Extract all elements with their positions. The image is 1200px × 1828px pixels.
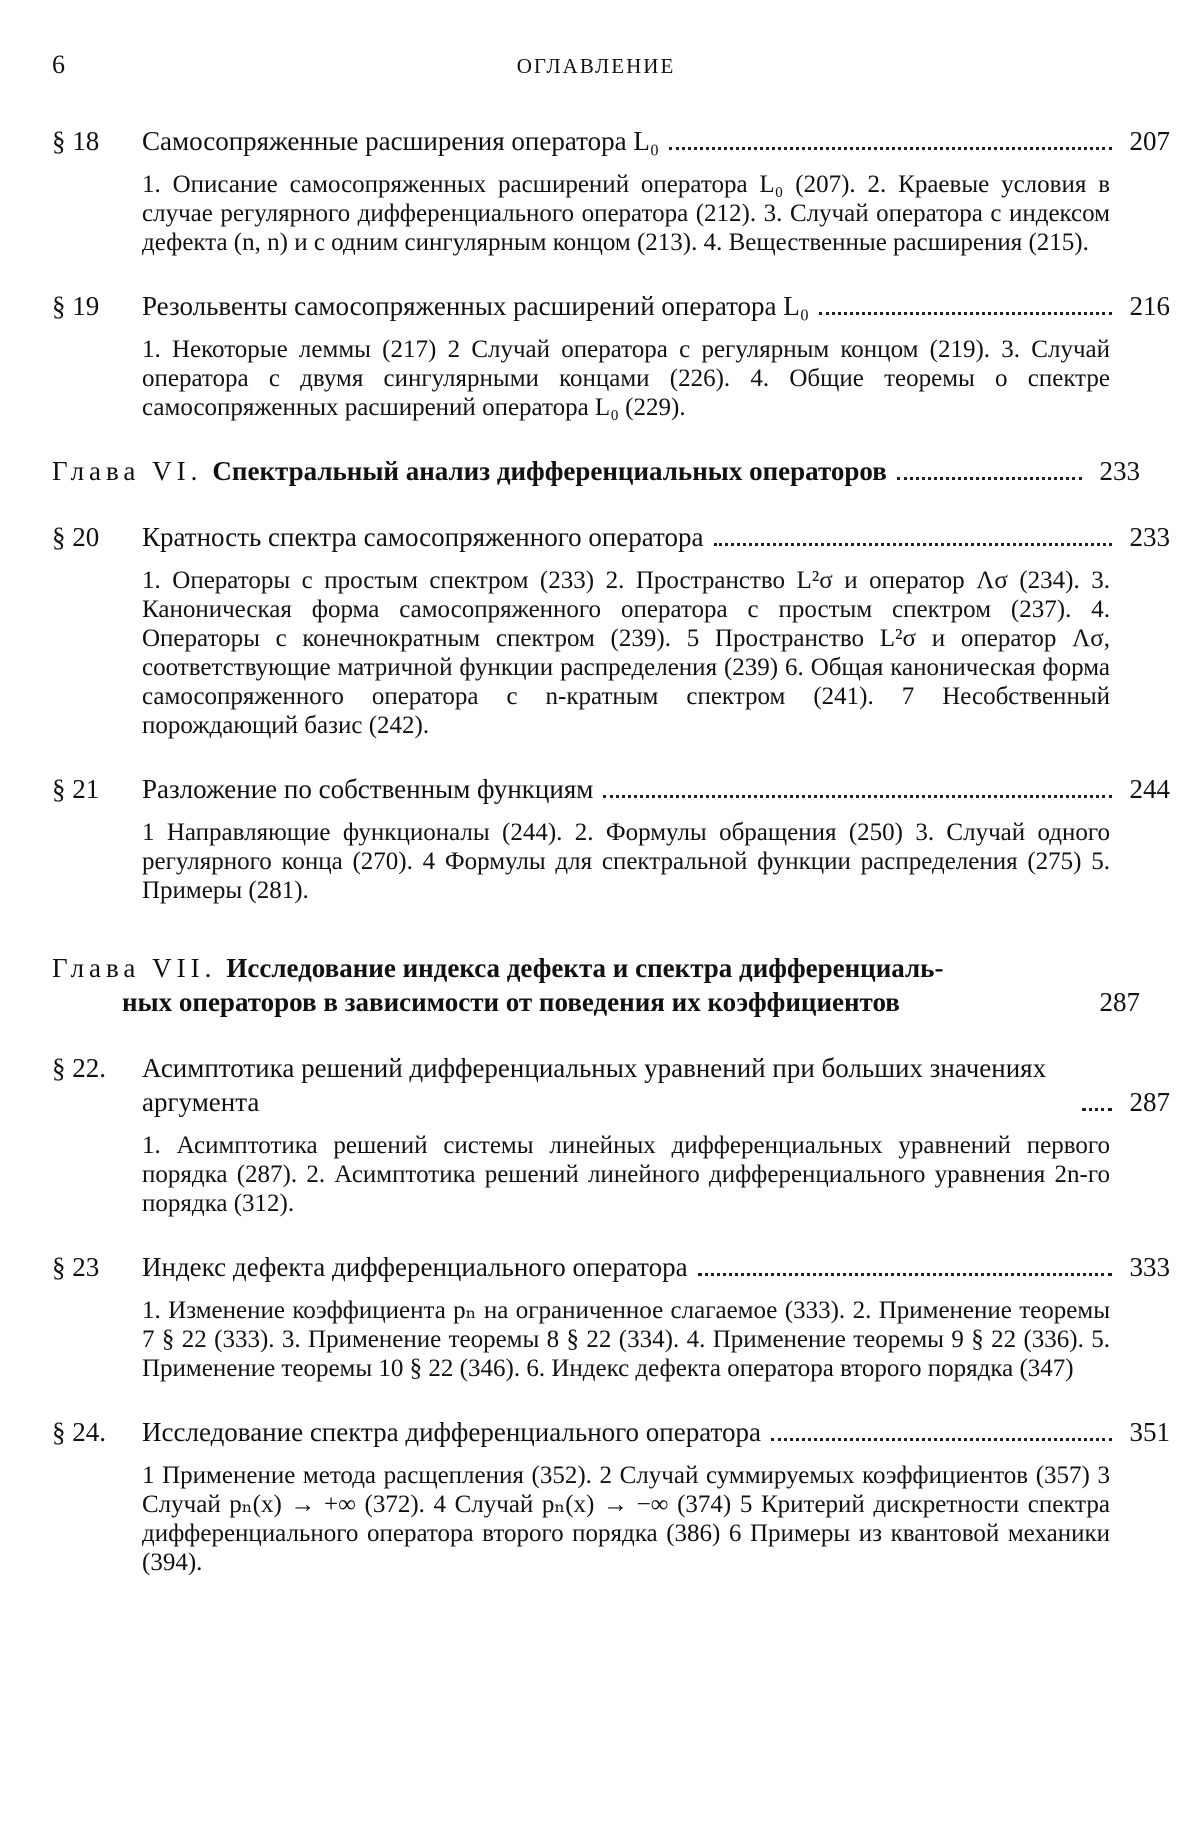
- page-title: ОГЛАВЛЕНИЕ: [516, 54, 676, 78]
- dot-leader: [603, 795, 1112, 798]
- section-contents: 1. Описание самосопряженных расширений оператора L₀ (207). 2. Краевые условия в случае регулярного дифференциального оператора (212). 3. Случай оператора с индексом дефекта (n, n) и с одним сингулярным концом (213). 4. Вещественные расширения (215).: [142, 171, 1110, 256]
- section-title: Асимптотика решений дифференциальных уравнений при больших значениях аргумента: [142, 1053, 1047, 1117]
- section-contents: 1 Направляющие функционалы (244). 2. Формулы обращения (250) 3. Случай одного регулярного конца (270). 4 Формулы для спектральной функции распределения (275) 5. Примеры (281).: [142, 819, 1110, 904]
- page-reference: 216: [1129, 291, 1170, 321]
- section-contents: 1 Применение метода расщепления (352). 2 Случай суммируемых коэффициентов (357) 3 Случай pₙ(x) → +∞ (372). 4 Случай pₙ(x) → −∞ (374) 5 Критерий дискретности спектра дифференциального оператора второго порядка (386) 6 Примеры из квантовой механики (394).: [142, 1462, 1110, 1576]
- page-reference: 233: [1129, 522, 1170, 552]
- section-number: § 23: [52, 1252, 100, 1282]
- page-header: [52, 50, 1140, 82]
- toc-entry-section-23: [52, 1250, 1170, 1383]
- page-reference: 333: [1129, 1252, 1170, 1282]
- dot-leader: [819, 312, 1112, 315]
- section-title: Индекс дефекта дифференциального оператора: [142, 1252, 688, 1282]
- toc-entry-chapter-7: [52, 951, 1140, 1019]
- page-reference: 287: [1099, 987, 1140, 1017]
- chapter-title-line-1: Исследование индекса дефекта и спектра дифференциаль-: [226, 953, 944, 983]
- toc-entry-section-22: [52, 1051, 1170, 1218]
- chapter-title-line-2: ных операторов в зависимости от поведения их коэффициентов: [122, 987, 900, 1017]
- section-title: Разложение по собственным функциям: [142, 774, 594, 804]
- section-contents: 1. Изменение коэффициента pₙ на ограниченное слагаемое (333). 2. Применение теоремы 7 § 22 (333). 3. Применение теоремы 8 § 22 (334). 4. Применение теоремы 9 § 22 (336). 5. Применение теоремы 10 § 22 (346). 6. Индекс дефекта оператора второго порядка (347): [142, 1297, 1110, 1382]
- section-number: § 21: [52, 774, 100, 804]
- section-title: Кратность спектра самосопряженного оператора: [142, 522, 704, 552]
- section-title: Самосопряженные расширения оператора L₀: [142, 126, 660, 156]
- page-reference: 244: [1129, 774, 1170, 804]
- toc-entry-section-18: [52, 124, 1170, 257]
- page-reference: 233: [1099, 456, 1140, 486]
- dot-leader: [714, 543, 1113, 546]
- page-reference: 351: [1129, 1417, 1170, 1447]
- section-number: § 20: [52, 522, 100, 552]
- dot-leader: [1082, 1108, 1112, 1111]
- chapter-title: Спектральный анализ дифференциальных операторов: [212, 456, 887, 486]
- toc-entry-section-20: [52, 520, 1170, 740]
- chapter-label: Глава VI.: [52, 456, 203, 486]
- section-number: § 19: [52, 291, 100, 321]
- dot-leader: [897, 477, 1082, 480]
- toc-entry-section-19: [52, 289, 1170, 422]
- dot-leader: [669, 147, 1112, 150]
- section-contents: 1. Операторы с простым спектром (233) 2. Пространство L²σ и оператор Λσ (234). 3. Каноническая форма самосопряженного оператора с простым спектром (237). 4. Операторы с конечнократным спектром (239). 5 Пространство L²σ и оператор Λσ, соответствующие матричной функции распределения (239) 6. Общая каноническая форма самосопряженного оператора с n-кратным спектром (241). 7 Несобственный порождающий базис (242).: [142, 567, 1110, 739]
- toc-entry-chapter-6: [52, 454, 1140, 488]
- dot-leader: [771, 1438, 1112, 1441]
- dot-leader: [698, 1273, 1112, 1276]
- section-contents: 1. Асимптотика решений системы линейных дифференциальных уравнений первого порядка (287). 2. Асимптотика решений линейного дифференциального уравнения 2n-го порядка (312).: [142, 1132, 1110, 1217]
- page-reference: 287: [1129, 1087, 1170, 1117]
- section-title: Исследование спектра дифференциального оператора: [142, 1417, 761, 1447]
- page-reference: 207: [1129, 126, 1170, 156]
- toc-entry-section-24: [52, 1415, 1170, 1577]
- toc-entry-section-21: [52, 772, 1170, 905]
- section-number: § 24.: [52, 1417, 106, 1447]
- chapter-label: Глава VII.: [52, 953, 217, 983]
- section-number: § 22.: [52, 1053, 106, 1083]
- section-number: § 18: [52, 126, 100, 156]
- section-title: Резольвенты самосопряженных расширений оператора L₀: [142, 291, 810, 321]
- page-number: 6: [52, 50, 65, 79]
- section-contents: 1. Некоторые леммы (217) 2 Случай оператора с регулярным концом (219). 3. Случай оператора с двумя сингулярными концами (226). 4. Общие теоремы о спектре самосопряженных расширений оператора L₀ (229).: [142, 336, 1110, 421]
